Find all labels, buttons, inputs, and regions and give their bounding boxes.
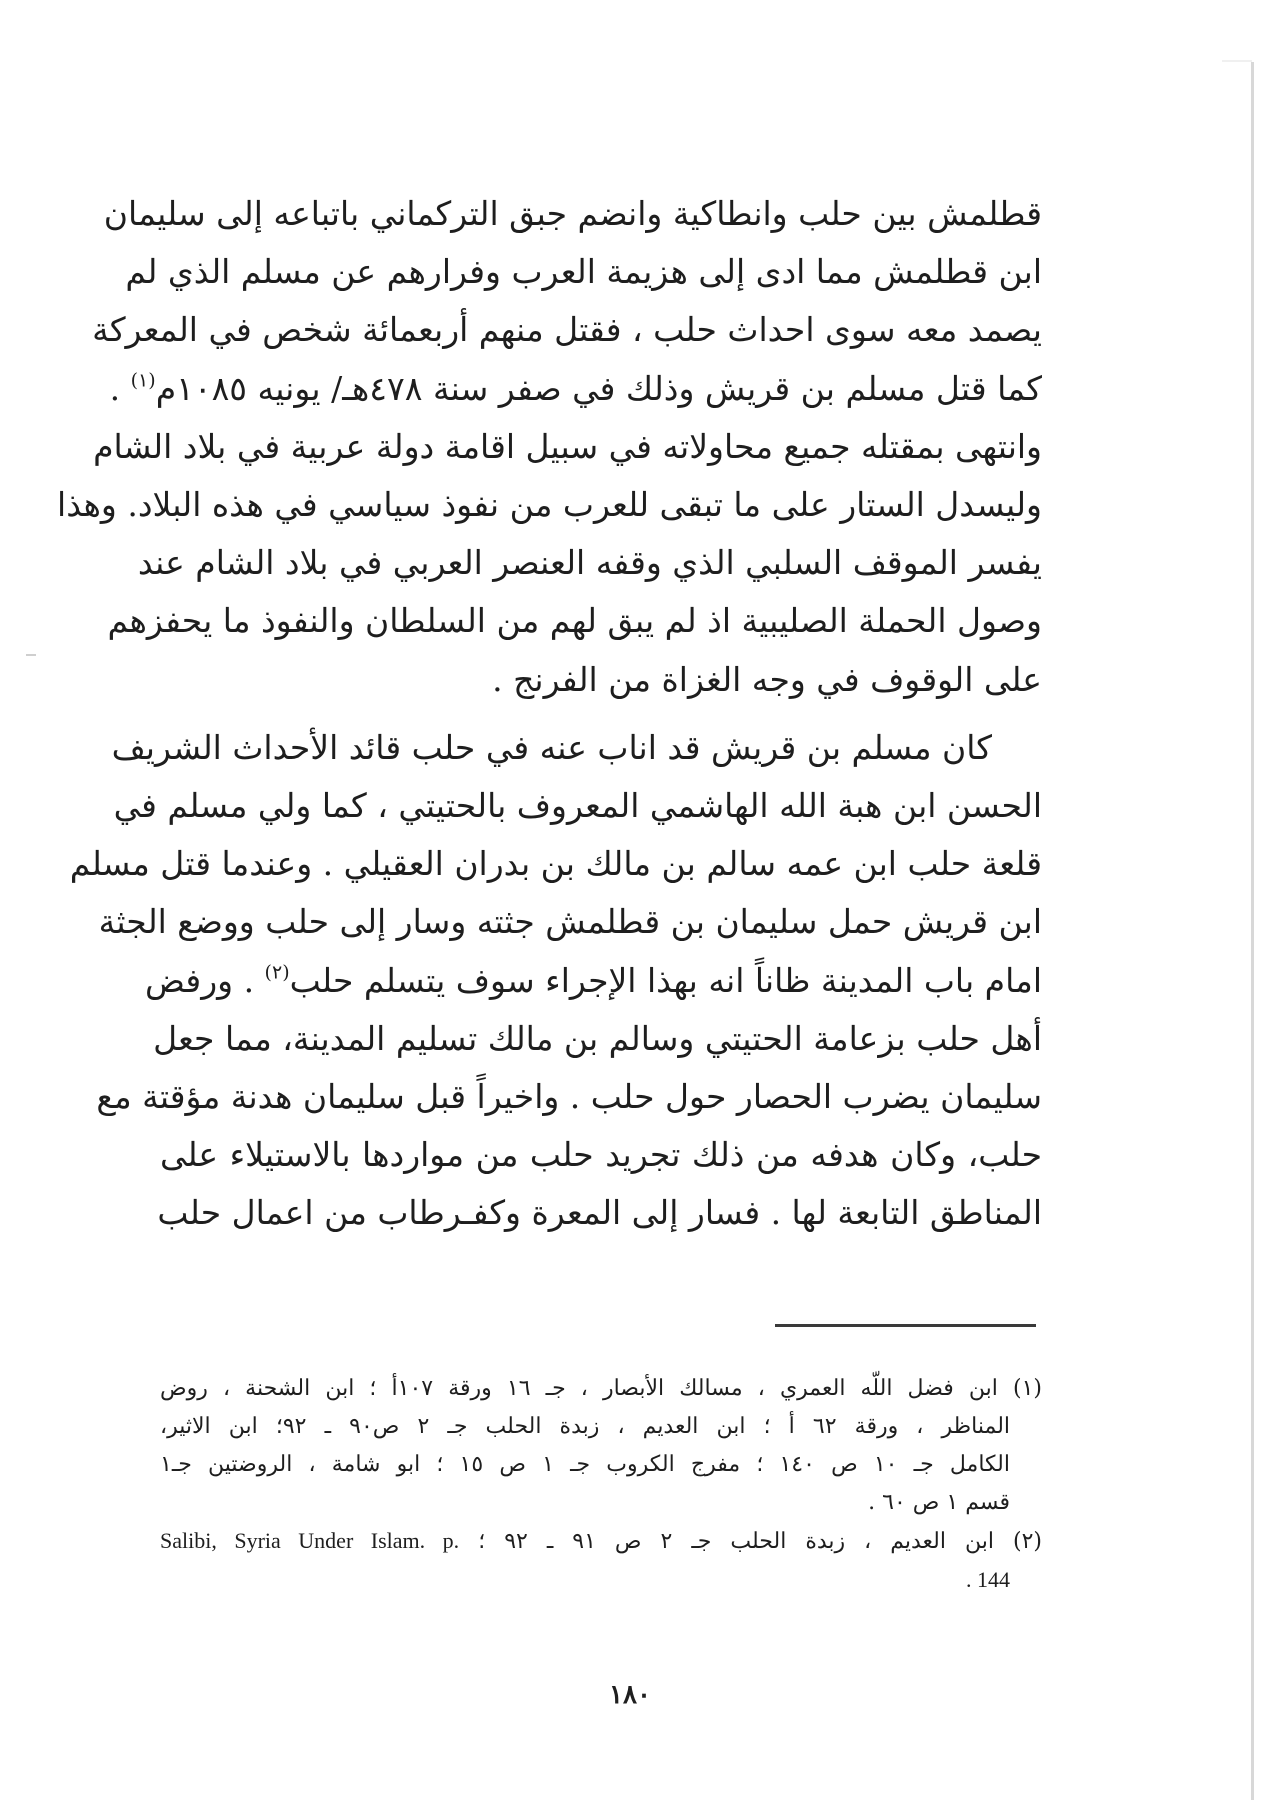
text-line: يصمد معه سوى احداث حلب ، فقتل منهم أربعمائة شخص في المعركة <box>92 310 1042 350</box>
text-line: كان مسلم بن قريش قد اناب عنه في حلب قائد الأحداث الشريف <box>111 727 992 767</box>
main-text <box>57 185 1042 1243</box>
footnote-2 <box>160 1522 1042 1600</box>
text-line: قلعة حلب ابن عمه سالم بن مالك بن بدران العقيلي . وعندما قتل مسلم <box>69 844 1042 884</box>
footnote-line: الكامل جـ ١٠ ص ١٤٠ ؛ مفرج الكروب جـ ١ ص ١٥ ؛ ابو شامة ، الروضتين جـ١ <box>160 1452 1010 1477</box>
text-line: ابن قطلمش مما ادى إلى هزيمة العرب وفرارهم عن مسلم الذي لم <box>125 252 1042 292</box>
text-line <box>145 952 1042 1010</box>
margin-mark <box>26 654 36 656</box>
paragraph-1 <box>57 185 1042 709</box>
text-line-content: كما قتل مسلم بن قريش وذلك في صفر سنة ٤٧٨هـ/ يونيه ١٠٨٥م <box>155 368 1042 408</box>
page-number: ١٨٠ <box>609 1680 651 1710</box>
text-line: قطلمش بين حلب وانطاكية وانضم جبق التركماني باتباعه إلى سليمان <box>103 194 1042 233</box>
text-line: ابن قريش حمل سليمان بن قطلمش جثته وسار إلى حلب ووضع الجثة <box>98 902 1042 942</box>
footnote-line: قسم ١ ص ٦٠ . <box>868 1490 1010 1515</box>
footnotes <box>160 1370 1042 1600</box>
footnote-separator <box>775 1324 1036 1327</box>
text-line: المناطق التابعة لها . فسار إلى المعرة وكفـرطاب من اعمال حلب <box>157 1193 1042 1233</box>
text-line: يفسر الموقف السلبي الذي وقفه العنصر العربي في بلاد الشام عند <box>137 543 1042 583</box>
text-line: وصول الحملة الصليبية اذ لم يبق لهم من السلطان والنفوذ ما يحفزهم <box>107 601 1042 641</box>
paragraph-gap <box>160 709 1042 719</box>
footnote-ref-2[interactable]: (٢) <box>264 961 290 984</box>
footnote-1 <box>160 1370 1042 1522</box>
page-edge-shadow <box>1222 60 1252 62</box>
text-line-suffix: . <box>109 368 131 408</box>
text-line <box>109 360 1042 418</box>
page-edge-line <box>1251 62 1254 1800</box>
text-line-content: امام باب المدينة ظاناً انه بهذا الإجراء سوف يتسلم حلب <box>289 960 1042 1000</box>
text-line-suffix: . ورفض <box>145 960 265 1000</box>
footnote-page-ref: . 144 <box>966 1567 1010 1592</box>
text-line: أهل حلب بزعامة الحتيتي وسالم بن مالك تسليم المدينة، مما جعل <box>153 1018 1042 1058</box>
text-line: على الوقوف في وجه الغزاة من الفرنج . <box>492 659 1042 699</box>
text-line: وانتهى بمقتله جميع محاولاته في سبيل اقامة دولة عربية في بلاد الشام <box>93 426 1042 466</box>
footnote-line: المناظر ، ورقة ٦٢ أ ؛ ابن العديم ، زبدة الحلب جـ ٢ ص٩٠ ـ ٩٢؛ ابن الاثير، <box>160 1414 1011 1439</box>
text-line: حلب، وكان هدفه من ذلك تجريد حلب من مواردها بالاستيلاء على <box>160 1135 1042 1175</box>
paragraph-2 <box>69 719 1042 1243</box>
footnote-ref-1[interactable]: (١) <box>130 369 156 392</box>
footnote-line <box>160 1522 1042 1561</box>
footnote-arabic: (٢) ابن العديم ، زبدة الحلب جـ ٢ ص ٩١ ـ ٩٢ ؛ <box>478 1529 1042 1554</box>
footnote-line <box>160 1561 1042 1600</box>
text-line: الحسن ابن هبة الله الهاشمي المعروف بالحتيتي ، كما ولي مسلم في <box>113 786 1042 826</box>
text-line: سليمان يضرب الحصار حول حلب . واخيراً قبل سليمان هدنة مؤقتة مع <box>96 1077 1042 1117</box>
footnote-latin-citation: Salibi, Syria Under Islam. p. <box>160 1528 460 1553</box>
footnote-line: (١) ابن فضل اللّه العمري ، مسالك الأبصار ، جـ ١٦ ورقة ١٠٧أ ؛ ابن الشحنة ، روض <box>160 1376 1043 1401</box>
text-line: وليسدل الستار على ما تبقى للعرب من نفوذ سياسي في هذه البلاد. وهذا <box>57 485 1042 525</box>
